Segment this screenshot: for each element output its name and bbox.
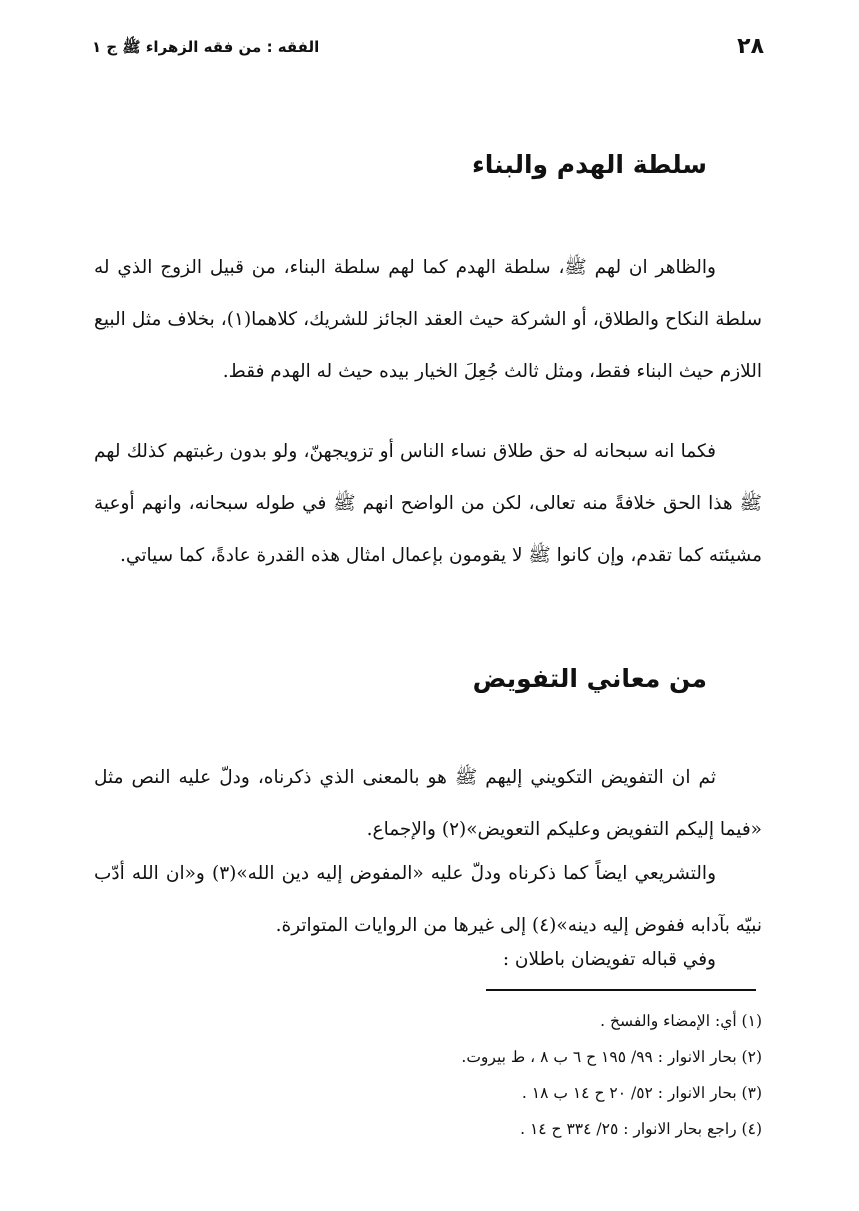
paragraph-text: والظاهر ان لهم ﷺ، سلطة الهدم كما لهم سلطة البناء، من قبيل الزوج الذي له سلطة النكاح والطلاق، أو الشركة حيث العقد الجائز للشريك، كلاهما(١)، بخلاف مثل البيع اللازم حيث البناء فقط، ومثل ثالث جُعِلَ الخيار بيده حيث له الهدم فقط. — [94, 257, 762, 382]
paragraph — [94, 752, 762, 856]
footnote: (٢) بحار الانوار : ٩٩/ ١٩٥ ح ٦ ب ٨ ، ط بيروت. — [461, 1048, 762, 1066]
paragraph — [94, 242, 762, 398]
paragraph — [94, 426, 762, 582]
section-heading: من معاني التفويض — [472, 664, 707, 693]
footnotes — [302, 1003, 762, 1147]
section-heading: سلطة الهدم والبناء — [471, 150, 707, 179]
paragraph — [94, 848, 762, 952]
page-number: ٢٨ — [737, 34, 764, 59]
paragraph — [94, 940, 762, 980]
footnote-separator — [486, 989, 756, 991]
running-title: الفقه : من فقه الزهراء ﷺ ج ١ — [92, 38, 320, 56]
paragraph-text: وفي قباله تفويضان باطلان : — [502, 949, 716, 970]
footnote: (٤) راجع بحار الانوار : ٢٥/ ٣٣٤ ح ١٤ . — [520, 1120, 762, 1138]
paragraph-text: فكما انه سبحانه له حق طلاق نساء الناس أو تزويجهنّ، ولو بدون رغبتهم كذلك لهم ﷺ هذا الحق خلافةً منه تعالى، لكن من الواضح انهم ﷺ في طوله سبحانه، وانهم أوعية مشيئته كما تقدم، وإن كانوا ﷺ لا يقومون بإعمال امثال هذه القدرة عادةً، كما سياتي. — [94, 441, 762, 566]
footnote: (٣) بحار الانوار : ٥٢/ ٢٠ ح ١٤ ب ١٨ . — [521, 1084, 762, 1102]
footnote: (١) أي: الإمضاء والفسخ . — [600, 1012, 762, 1030]
paragraph-text: ثم ان التفويض التكويني إليهم ﷺ هو بالمعنى الذي ذكرناه، ودلّ عليه النص مثل «فيما إليكم التفويض وعليكم التعويض»(٢) والإجماع. — [94, 767, 762, 840]
paragraph-text: والتشريعي ايضاً كما ذكرناه ودلّ عليه «المفوض إليه دين الله»(٣) و«ان الله أدّب نبيّه بآدابه ففوض إليه دينه»(٤) إلى غيرها من الروايات المتواترة. — [94, 863, 762, 936]
